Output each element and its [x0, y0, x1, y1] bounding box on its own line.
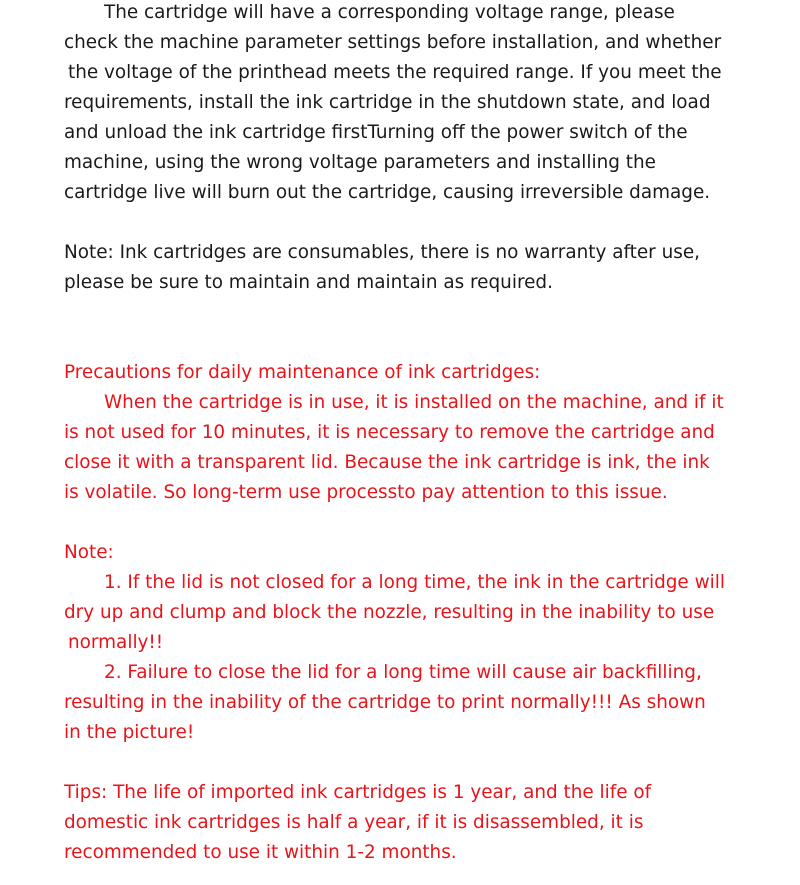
intro-line: The cartridge will have a corresponding voltage range, please	[104, 2, 675, 23]
warranty-note-line: please be sure to maintain and maintain as required.	[64, 272, 553, 293]
precautions-line: close it with a transparent lid. Because the ink cartridge is ink, the ink	[64, 452, 710, 473]
intro-line: check the machine parameter settings before installation, and whether	[64, 32, 722, 53]
note-item-1-line: dry up and clump and block the nozzle, resulting in the inability to use	[64, 602, 715, 623]
intro-line: cartridge live will burn out the cartridge, causing irreversible damage.	[64, 182, 711, 203]
note-item-2-line: 2. Failure to close the lid for a long time will cause air backfilling,	[104, 662, 702, 683]
note-item-1-line: normally!!	[68, 632, 164, 653]
note-item-2-line: in the picture!	[64, 722, 195, 743]
warranty-note-line: Note: Ink cartridges are consumables, there is no warranty after use,	[64, 242, 700, 263]
tips-line: recommended to use it within 1-2 months.	[64, 842, 457, 863]
intro-line: machine, using the wrong voltage parameters and installing the	[64, 152, 656, 173]
precautions-line: is volatile. So long-term use processto pay attention to this issue.	[64, 482, 668, 503]
precautions-line: When the cartridge is in use, it is installed on the machine, and if it	[104, 392, 724, 413]
precautions-heading: Precautions for daily maintenance of ink cartridges:	[64, 362, 541, 383]
precautions-line: is not used for 10 minutes, it is necessary to remove the cartridge and	[64, 422, 715, 443]
note-item-2-line: resulting in the inability of the cartridge to print normally!!! As shown	[64, 692, 706, 713]
tips-line: domestic ink cartridges is half a year, if it is disassembled, it is	[64, 812, 644, 833]
note-heading: Note:	[64, 542, 114, 563]
note-item-1-line: 1. If the lid is not closed for a long time, the ink in the cartridge will	[104, 572, 725, 593]
intro-line: and unload the ink cartridge firstTurning off the power switch of the	[64, 122, 688, 143]
tips-line: Tips: The life of imported ink cartridges is 1 year, and the life of	[64, 782, 652, 803]
intro-line: requirements, install the ink cartridge in the shutdown state, and load	[64, 92, 711, 113]
intro-line: the voltage of the printhead meets the required range. If you meet the	[68, 62, 722, 83]
